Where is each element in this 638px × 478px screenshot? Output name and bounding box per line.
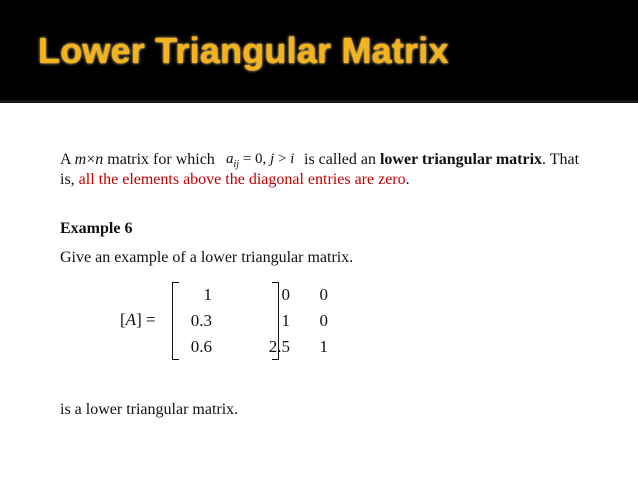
matrix-cell: 2.5	[268, 337, 290, 356]
def-after: is called an	[304, 151, 380, 168]
lhs-close: ] =	[136, 310, 156, 329]
title-bar	[0, 0, 638, 103]
matrix-lhs	[120, 310, 156, 330]
def-end: . That	[542, 151, 580, 168]
def-prefix: A	[60, 151, 75, 168]
cond-rest: = 0,	[239, 151, 271, 167]
dim-n: n	[95, 151, 104, 168]
times-sign: ×	[86, 151, 96, 168]
def-mid: matrix for which	[103, 151, 215, 168]
definition-line-1-end	[304, 150, 579, 170]
cond-i: i	[290, 151, 295, 167]
matrix-cell: 1	[319, 337, 328, 356]
def-bold-term: lower triangular matrix	[379, 151, 543, 168]
def-red-text: all the elements above the diagonal entries are zero	[78, 171, 406, 188]
definition-line-2	[60, 170, 410, 190]
lhs-var: A	[125, 310, 137, 329]
example-heading: Example 6	[60, 220, 133, 237]
cond-gt: >	[274, 151, 291, 167]
cond-a: a	[226, 151, 234, 167]
example-prompt: Give an example of a lower triangular matrix.	[60, 249, 354, 266]
left-bracket	[172, 282, 179, 360]
matrix-cell: 0	[319, 285, 328, 304]
definition-line-1	[60, 150, 215, 170]
matrix-cell: 0	[281, 285, 290, 304]
lhs-open: [	[120, 310, 126, 329]
cond-j: j	[270, 151, 275, 167]
def2-end: .	[405, 171, 410, 188]
cond-sub: ij	[233, 159, 240, 170]
conclusion-text: is a lower triangular matrix.	[60, 401, 239, 418]
matrix-cell: 0.6	[190, 337, 212, 356]
matrix-cell: 0.3	[190, 311, 212, 330]
dim-m: m	[74, 151, 87, 168]
def2-prefix: is,	[60, 171, 79, 188]
matrix-cell: 1	[281, 311, 290, 330]
slide-title: Lower Triangular Matrix	[38, 30, 449, 71]
matrix-cell: 1	[203, 285, 212, 304]
matrix-cell: 0	[319, 311, 328, 330]
